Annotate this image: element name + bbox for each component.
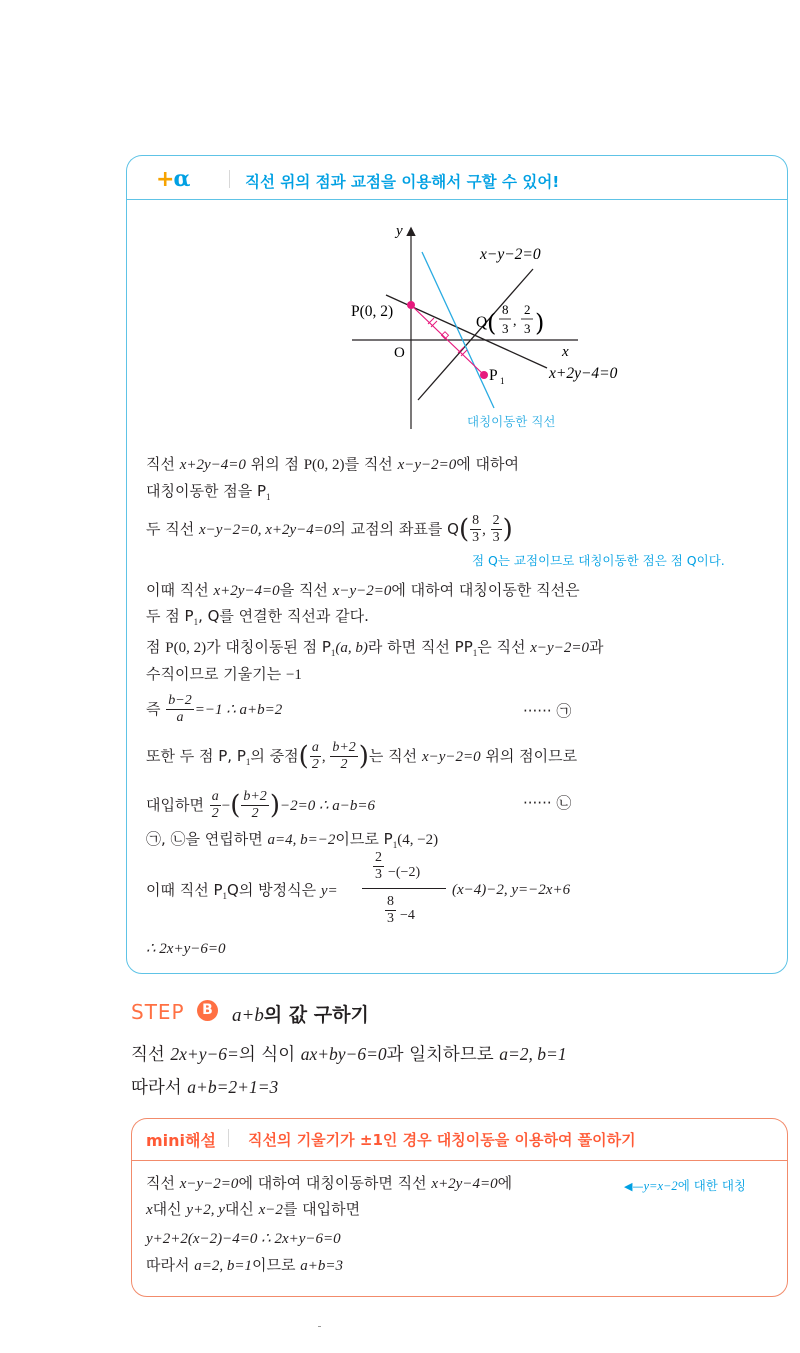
solution-line-13: ∴ 2x+y−6=0 [146,941,226,957]
y-axis-label: y [396,223,403,239]
mini-line-2: x대신 y+2, y대신 x−2를 대입하면 [146,1200,361,1218]
step-b-line-2: 따라서 a+b=2+1=3 [131,1077,279,1098]
point-p1 [480,371,488,379]
svg-text:): ) [535,309,545,337]
point-p [407,301,415,309]
svg-text:(: ( [487,309,497,337]
solution-line-4: 이때 직선 x+2y−4=0을 직선 x−y−2=0에 대하여 대칭이동한 직선은 [146,581,580,599]
solution-line-5: 두 점 $P_1$, Q를 연결한 직선과 같다. [146,607,369,627]
point-p-label: P(0, 2) [351,303,394,320]
solution-line-1: 직선 x+2y−4=0 위의 점 P(0, 2)를 직선 x−y−2=0에 대하여 [146,455,519,473]
equation-mark-1: ······ ㉠ [523,702,572,720]
solution-line-11: ㉠, ㉡을 연립하면 a=4, b=−2이므로 $P_1(4$, −2) [146,830,439,850]
note-point-q: 점 Q는 교점이므로 대칭이동한 점은 점 Q이다. [472,553,725,568]
svg-text:1: 1 [500,376,505,386]
svg-text:3: 3 [502,321,509,336]
line1-label: x−y−2=0 [480,246,541,263]
x-axis-label: x [562,344,569,360]
svg-text:8: 8 [502,302,509,317]
solution-line-7: 수직이므로 기울기는 −1 [146,665,302,683]
header-divider [229,170,230,188]
page-mark [318,1326,321,1327]
mini-label: mini해설 [146,1131,216,1150]
step-title: a+b의 값 구하기 [232,1004,369,1026]
solution-line-2: 대칭이동한 점을 $P_1$ [146,482,271,502]
point-q-label: Q [476,314,488,331]
mini-line-1: 직선 x−y−2=0에 대하여 대칭이동하면 직선 x+2y−4=0에 [146,1174,513,1192]
step-label: STEP [131,1000,185,1024]
solution-line-12-tail: (x−4)−2, y=−2x+6 [452,882,571,898]
solution-line-9: 또한 두 점 P, $P_1$의 중점( $\frac{a}{2}$ , $\frac{b+2}{2}$ )는 직선 x−y−2=0 위의 점이므로 [146,740,578,772]
solution-line-3: 두 직선 x−y−2=0, x+2y−4=0의 교점의 좌표를 Q( $\frac{8}{3}$ , $\frac{2}{3}$ ) [146,513,513,545]
origin-label: O [394,345,405,361]
mini-line-4: 따라서 a=2, b=1이므로 a+b=3 [146,1256,343,1274]
coordinate-graph [330,215,660,440]
line-x-minus-y [418,269,533,400]
svg-text:,: , [513,314,517,329]
step-b-line-1: 직선 2x+y−6=의 식이 ax+by−6=0과 일치하므로 a=2, b=1 [131,1044,567,1065]
equation-mark-2: ······ ㉡ [523,794,572,812]
alpha-title: 직선 위의 점과 교점을 이용해서 구할 수 있어! [245,173,560,191]
line2-label: x+2y−4=0 [549,365,618,382]
step-badge: B [197,1000,218,1021]
mini-title: 직선의 기울기가 ±1인 경우 대칭이동을 이용하여 풀이하기 [248,1131,636,1149]
solution-line-8: 즉 $\frac{b-2}{a}$ =−1 ∴ a+b=2 [146,693,283,725]
mini-note: ◀—y=x−2에 대한 대칭 [624,1178,747,1193]
solution-line-6: 점 P(0, 2)가 대칭이동된 점 $P_1(a$, b)라 하면 직선 $PP_1$은 직선 x−y−2=0과 [146,638,604,658]
svg-text:2: 2 [524,302,531,317]
mini-divider [228,1129,229,1147]
point-p1-label: P [489,367,498,384]
solution-line-12: 이때 직선 $P_1Q$의 방정식은 y= [146,881,338,901]
solution-line-10: 대입하면 $\frac{a}{2}$ −( $\frac{b+2}{2}$ )−2=0 ∴ a−b=6 [146,789,376,821]
svg-text:3: 3 [524,321,531,336]
reflected-line-label: 대칭이동한 직선 [467,414,556,429]
mini-line-3: y+2+2(x−2)−4=0 ∴ 2x+y−6=0 [146,1231,341,1247]
plus-alpha-icon: +α [156,166,190,192]
